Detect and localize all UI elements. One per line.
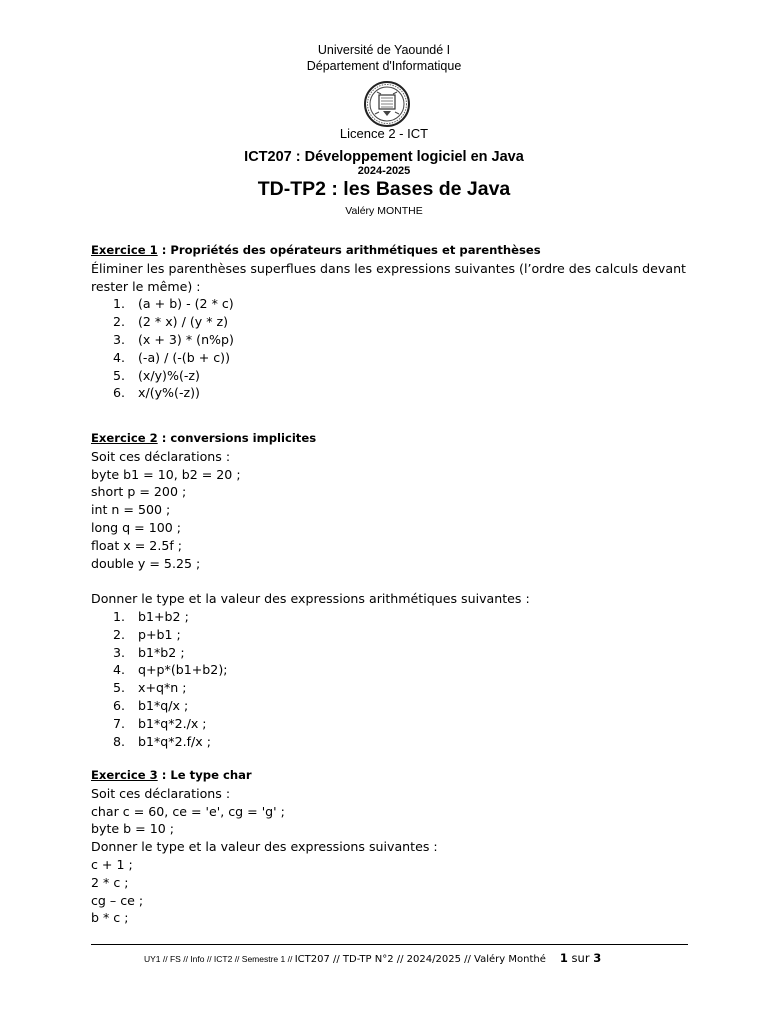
university-name: Université de Yaoundé I <box>317 43 451 57</box>
list-item: 3. b1*b2 ; <box>113 644 185 660</box>
declaration-line: int n = 500 ; <box>91 502 171 518</box>
declaration-line: byte b1 = 10, b2 = 20 ; <box>91 466 241 482</box>
exercise-2-intro: Soit ces déclarations : <box>91 448 231 464</box>
expression-line: b * c ; <box>91 910 129 926</box>
declaration-line: char c = 60, ce = 'e', cg = 'g' ; <box>91 803 285 819</box>
exercise-3 <box>91 767 691 927</box>
expression-line: 2 * c ; <box>91 874 129 890</box>
exercise-3-heading <box>91 767 691 785</box>
exercise-2 <box>91 430 691 750</box>
university-seal-logo <box>363 80 411 128</box>
list-item: 7. b1*q*2./x ; <box>113 715 207 731</box>
exercise-3-title: : Le type char <box>157 768 252 782</box>
exercise-1-intro: Éliminer les parenthèses superflues dans les expressions suivantes (l’ordre des calculs devant rester le même) : <box>91 260 686 294</box>
list-item: 2. (2 * x) / (y * z) <box>113 314 229 330</box>
course-title: ICT207 : Développement logiciel en Java <box>244 149 524 165</box>
list-item: 8. b1*q*2.f/x ; <box>113 733 211 749</box>
licence-label: Licence 2 - ICT <box>339 126 429 141</box>
exercise-2-label: Exercice 2 <box>91 431 158 445</box>
exercise-3-question: Donner le type et la valeur des expressions suivantes : <box>91 839 438 855</box>
list-item: 6. x/(y%(-z)) <box>113 385 200 401</box>
list-item: 1. b1+b2 ; <box>113 608 189 624</box>
declaration-line: double y = 5.25 ; <box>91 555 201 571</box>
declaration-line: byte b = 10 ; <box>91 821 174 837</box>
footer-institution: UY1 // FS // Info // ICT2 // Semestre 1 // <box>144 954 295 964</box>
university-header <box>0 42 768 74</box>
exercise-2-heading <box>91 430 691 448</box>
exercise-1-label: Exercice 1 <box>91 243 158 257</box>
exercise-2-question: Donner le type et la valeur des expressions arithmétiques suivantes : <box>91 591 530 607</box>
department-name: Département d'Informatique <box>306 59 462 73</box>
list-item: 2. p+b1 ; <box>113 626 181 642</box>
list-item: 4. q+p*(b1+b2); <box>113 662 228 678</box>
expression-line: cg – ce ; <box>91 892 144 908</box>
declaration-line: short p = 200 ; <box>91 484 187 500</box>
list-item: 3. (x + 3) * (n%p) <box>113 331 234 347</box>
document-title: TD-TP2 : les Bases de Java <box>257 178 511 200</box>
author-name: Valéry MONTHE <box>345 205 423 217</box>
list-item: 1. (a + b) - (2 * c) <box>113 296 234 312</box>
exercise-1-title: : Propriétés des opérateurs arithmétiques et parenthèses <box>157 243 541 257</box>
list-item: 5. x+q*n ; <box>113 680 187 696</box>
exercise-2-title: : conversions implicites <box>157 431 317 445</box>
exercise-1 <box>91 242 691 402</box>
exercise-1-list <box>91 295 691 402</box>
declaration-line: long q = 100 ; <box>91 519 182 535</box>
exercise-3-intro: Soit ces déclarations : <box>91 785 231 801</box>
exercise-2-list <box>91 608 691 750</box>
academic-year: 2024-2025 <box>357 165 411 177</box>
footer-course-info: ICT207 // TD-TP N°2 // 2024/2025 // Valéry Monthé <box>294 954 546 965</box>
list-item: 4. (-a) / (-(b + c)) <box>113 349 231 365</box>
page-number: 1 sur 3 <box>559 951 602 965</box>
exercise-1-heading <box>91 242 691 260</box>
list-item: 6. b1*q/x ; <box>113 697 189 713</box>
exercise-3-label: Exercice 3 <box>91 768 158 782</box>
page-footer <box>144 951 704 965</box>
list-item: 5. (x/y)%(-z) <box>113 367 200 383</box>
declaration-line: float x = 2.5f ; <box>91 537 183 553</box>
footer-divider <box>91 944 688 945</box>
expression-line: c + 1 ; <box>91 856 133 872</box>
